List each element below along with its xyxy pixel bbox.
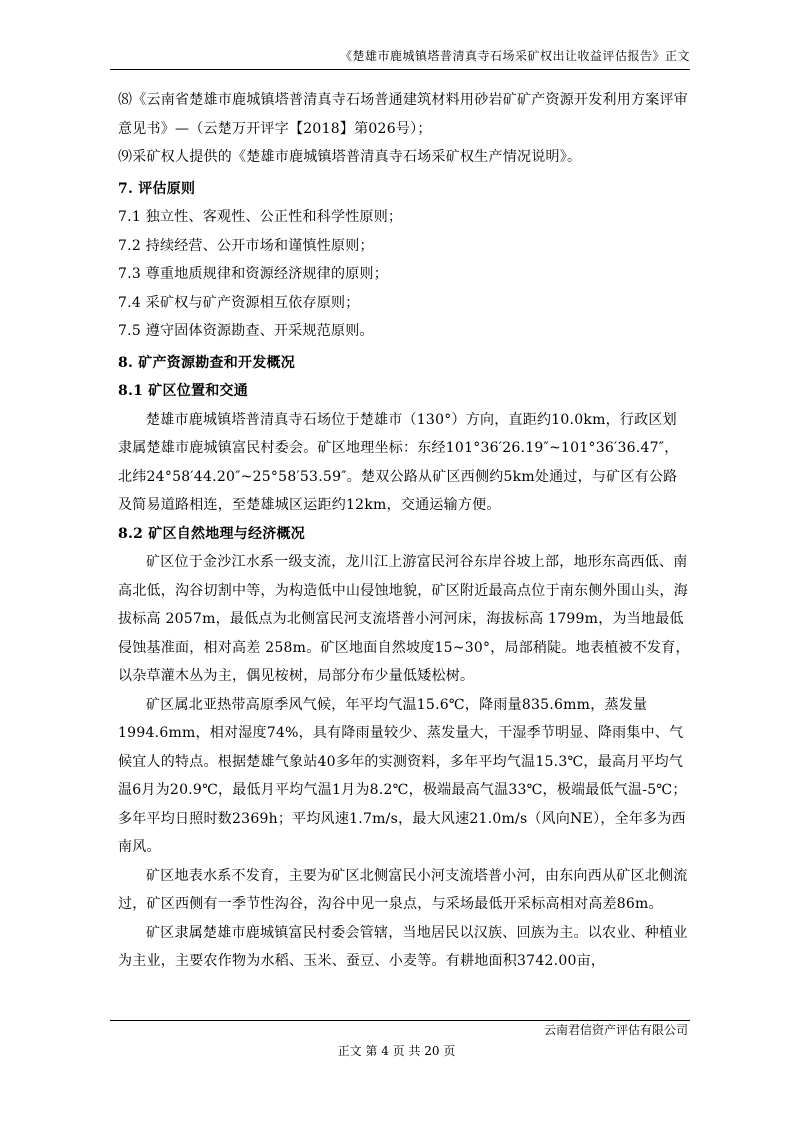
hydrology-paragraph: 矿区地表水系不发育，主要为矿区北侧富民小河支流塔普小河，由东向西从矿区北侧流过，矿区西侧有一季节性沟谷，沟谷中见一泉点，与采场最低开采标高相对高差86m。 [118, 867, 688, 912]
principle-item: 7.1 独立性、客观性、公正性和科学性原则； [118, 209, 403, 225]
geography-paragraph: 矿区位于金沙江水系一级支流，龙川江上游富民河谷东岸谷坡上部，地形东高西低、南高北低，沟谷切割中等，为构造低中山侵蚀地貌，矿区附近最高点位于南东侧外围山头，海拔标高 2057m，最低点为北侧富民河支流塔普小河河床，海拔标高 1799m，为当地最低侵蚀基准面，相对高差 258m。矿区地面自然坡度15~30°，局部稍陡。地表植被不发育，以杂草灌木丛为主，偶见桉树，局部分布少量低矮松树。 [118, 554, 690, 684]
principle-item: 7.2 持续经营、公开市场和谨慎性原则； [118, 237, 374, 254]
location-paragraph: 楚雄市鹿城镇塔普清真寺石场位于楚雄市（130°）方向，直距约10.0km，行政区划隶属楚雄市鹿城镇富民村委会。矿区地理坐标：东经101°36′26.19″~101°36′36.47″，北纬24°58′44.20″~25°58′53.59″。楚双公路从矿区西侧约5km处通过，与矿区有公路及简易道路相连，至楚雄城区运距约12km，交通运输方便。 [118, 411, 679, 513]
document-body [118, 86, 690, 976]
climate-paragraph: 矿区属北亚热带高原季风气候，年平均气温15.6℃，降雨量835.6mm，蒸发量1994.6mm，相对湿度74%，具有降雨量较少、蒸发量大，干湿季节明显、降雨集中、气候宜人的特点。根据楚雄气象站40多年的实测资料，多年平均气温15.3℃，最高月平均气温6月为20.9℃，最低月平均气温1月为8.2℃，极端最高气温33℃，极端最低气温-5℃；多年平均日照时数2369h；平均风速1.7m/s，最大风速21.0m/s（风向NE），全年多为西南风。 [118, 696, 687, 855]
footer-company: 云南君信资产评估有限公司 [543, 1023, 688, 1037]
section-8-heading: 8. 矿产资源勘查和开发概况 [118, 354, 295, 371]
section-8-1-heading: 8.1 矿区位置和交通 [118, 383, 248, 399]
reference-item-9: ⑼采矿权人提供的《楚雄市鹿城镇塔普清真寺石场采矿权生产情况说明》。 [118, 149, 582, 165]
principle-item: 7.4 采矿权与矿产资源相互依存原则； [118, 294, 360, 311]
principle-item: 7.5 遵守固体资源勘查、开采规范原则。 [118, 323, 374, 339]
section-8-2-heading: 8.2 矿区自然地理与经济概况 [118, 525, 305, 542]
running-header: 《楚雄市鹿城镇塔普清真寺石场采矿权出让收益评估报告》正文 [339, 49, 690, 63]
economy-paragraph: 矿区隶属楚雄市鹿城镇富民村委会管辖，当地居民以汉族、回族为主。以农业、种植业为主业，主要农作物为水稻、玉米、蚕豆、小麦等。有耕地面积3742.00亩， [118, 924, 688, 969]
footer-divider [110, 1020, 690, 1021]
principle-item: 7.3 尊重地质规律和资源经济规律的原则； [118, 266, 388, 282]
section-7-heading: 7. 评估原则 [118, 180, 196, 197]
reference-item-8: ⑻《云南省楚雄市鹿城镇塔普清真寺石场普通建筑材料用砂岩矿矿产资源开发利用方案评审意见书》—（云楚万开评字【2018】第026号）； [118, 92, 688, 137]
page-number: 正文 第 4 页 共 20 页 [337, 1044, 456, 1058]
header-divider [110, 69, 690, 70]
